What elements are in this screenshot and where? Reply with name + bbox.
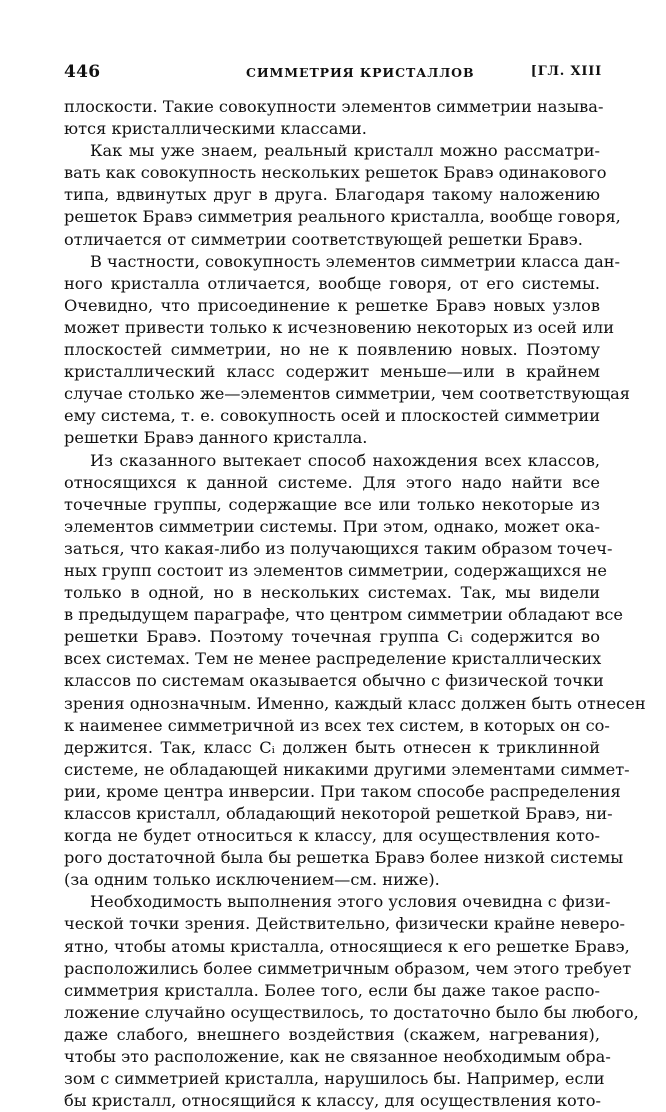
text-line: Как мы уже знаем, реальный кристалл можно рассматри-	[90, 141, 600, 161]
body-text	[64, 96, 646, 1112]
text-line: ложение случайно осуществилось, то достаточно было бы любого,	[64, 1002, 639, 1022]
text-line: вать как совокупность нескольких решеток Бравэ одинакового	[64, 163, 607, 183]
text-line: только в одной, но в нескольких системах. Так, мы видели	[64, 583, 600, 603]
paragraph	[64, 140, 621, 250]
paragraph	[64, 96, 604, 140]
text-line: плоскости. Такие совокупности элементов симметрии называ-	[64, 97, 604, 116]
text-line: решетки Бравэ данного кристалла.	[64, 428, 368, 448]
chapter-reference: [ГЛ. XIII	[530, 64, 602, 79]
text-line: типа, вдвинутых друг в друга. Благодаря такому наложению	[64, 185, 600, 205]
text-line: зрения однозначным. Именно, каждый класс должен быть отнесен	[64, 693, 646, 713]
text-line: (за одним только исключением—см. ниже).	[64, 870, 440, 890]
text-line: случае столько же—элементов симметрии, чем соответствующая	[64, 384, 630, 404]
text-line: рии, кроме центра инверсии. При таком способе распределения	[64, 781, 621, 801]
page-number: 446	[64, 62, 101, 82]
text-line: ных групп состоит из элементов симметрии, содержащихся не	[64, 560, 607, 580]
paragraph	[64, 450, 646, 892]
text-line: заться, что какая-либо из получающихся таким образом точеч-	[64, 538, 613, 558]
text-line: Очевидно, что присоединение к решетке Бравэ новых узлов	[64, 295, 600, 315]
text-line: даже слабого, внешнего воздействия (скажем, нагревания),	[64, 1024, 600, 1044]
text-line: системе, не обладающей никакими другими элементами симмет-	[64, 759, 630, 779]
text-line: держится. Так, класс Cᵢ должен быть отнесен к триклинной	[64, 737, 600, 757]
text-line: ного кристалла отличается, вообще говоря, от его системы.	[64, 273, 600, 293]
text-line: рого достаточной была бы решетка Бравэ более низкой системы	[64, 848, 624, 868]
text-line: к наименее симметричной из всех тех систем, в которых он со-	[64, 715, 610, 735]
text-line: кристаллический класс содержит меньше—или в крайнем	[64, 362, 600, 382]
text-line: чтобы это расположение, как не связанное необходимым обра-	[64, 1047, 611, 1067]
text-line: может привести только к исчезновению некоторых из осей или	[64, 317, 614, 337]
text-line: решетки Бравэ. Поэтому точечная группа Cᵢ содержится во	[64, 627, 600, 647]
text-line: зом с симметрией кристалла, нарушилось бы. Например, если	[64, 1069, 605, 1089]
text-line: относящихся к данной системе. Для этого надо найти все	[64, 472, 600, 492]
text-line: ческой точки зрения. Действительно, физически крайне неверо-	[64, 914, 625, 934]
text-line: точечные группы, содержащие все или только некоторые из	[64, 494, 600, 514]
text-line: элементов симметрии системы. При этом, однако, может ока-	[64, 516, 600, 536]
text-line: плоскостей симметрии, но не к появлению новых. Поэтому	[64, 340, 600, 360]
text-line: классов кристалл, обладающий некоторой решеткой Бравэ, ни-	[64, 804, 613, 823]
text-line: расположились более симметричным образом, чем этого требует	[64, 958, 632, 978]
text-line: ятно, чтобы атомы кристалла, относящиеся к его решетке Бравэ,	[64, 936, 630, 956]
text-line: Необходимость выполнения этого условия очевидна с физи-	[90, 892, 611, 912]
text-line: ему система, т. е. совокупность осей и плоскостей симметрии	[64, 406, 600, 426]
paragraph	[64, 891, 639, 1112]
text-line: решеток Бравэ симметрия реального кристалла, вообще говоря,	[64, 207, 621, 227]
text-line: симметрия кристалла. Более того, если бы даже такое распо-	[64, 980, 600, 1000]
text-line: В частности, совокупность элементов симметрии класса дан-	[90, 251, 621, 271]
text-line: в предыдущем параграфе, что центром симметрии обладают все	[64, 605, 623, 625]
paragraph	[64, 251, 630, 450]
text-line: бы кристалл, относящийся к классу, для осуществления кото-	[64, 1091, 601, 1111]
text-line: отличается от симметрии соответствующей решетки Бравэ.	[64, 229, 583, 249]
text-line: всех системах. Тем не менее распределение кристаллических	[64, 649, 602, 669]
text-line: когда не будет относиться к классу, для осуществления кото-	[64, 826, 600, 846]
page-header	[64, 62, 602, 86]
text-line: Из сказанного вытекает способ нахождения всех классов,	[90, 450, 600, 470]
text-line: ются кристаллическими классами.	[64, 119, 367, 139]
running-title: СИММЕТРИЯ КРИСТАЛЛОВ	[246, 65, 475, 80]
text-line: классов по системам оказывается обычно с физической точки	[64, 671, 604, 691]
